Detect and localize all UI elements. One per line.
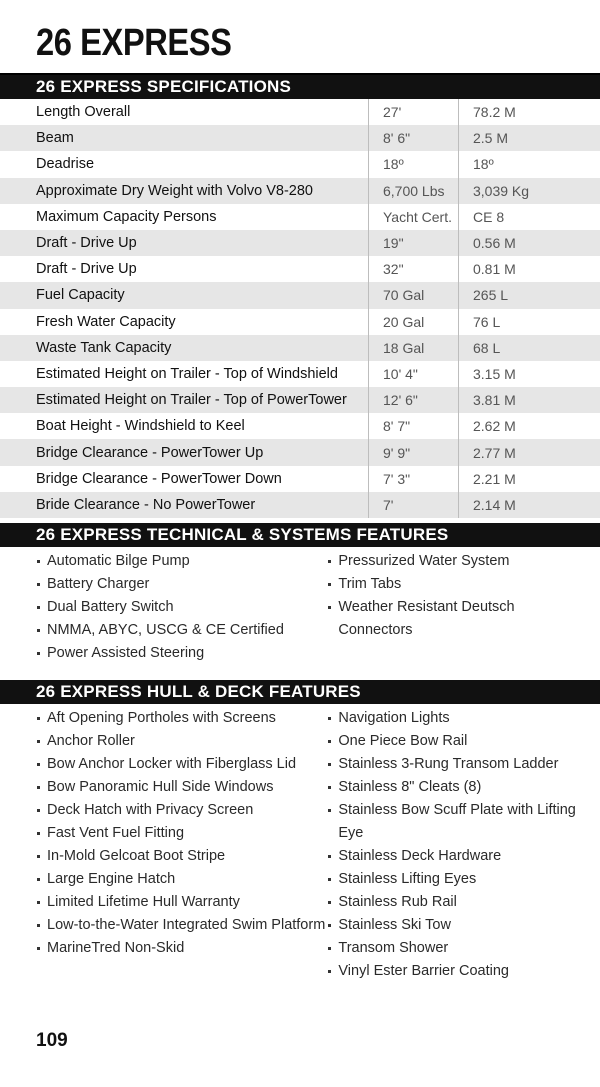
spec-label: Waste Tank Capacity [36, 339, 172, 356]
spec-metric-value: 265 L [458, 282, 600, 308]
spec-imperial-value: 32" [368, 256, 458, 282]
technical-features-list [36, 550, 576, 665]
hull-deck-features-right-column [327, 707, 576, 983]
feature-item: Stainless Ski Tow [327, 914, 576, 937]
feature-item: Bow Anchor Locker with Fiberglass Lid [36, 753, 327, 776]
spec-row [0, 335, 600, 361]
feature-item: Stainless 3-Rung Transom Ladder [327, 753, 576, 776]
feature-item: Fast Vent Fuel Fitting [36, 822, 327, 845]
hull-deck-features-list [36, 707, 576, 983]
spec-metric-value: 2.14 M [458, 492, 600, 518]
spec-row [0, 204, 600, 230]
feature-item: Stainless 8" Cleats (8) [327, 776, 576, 799]
hull-deck-features-left-column [36, 707, 327, 983]
spec-imperial-value: 7' [368, 492, 458, 518]
spec-metric-value: 3.81 M [458, 387, 600, 413]
spec-imperial-value: 18 Gal [368, 335, 458, 361]
spec-label: Deadrise [36, 156, 95, 173]
hull-deck-features-heading: 26 EXPRESS HULL & DECK FEATURES [0, 680, 600, 704]
feature-item: Stainless Bow Scuff Plate with Lifting Eye [327, 799, 576, 845]
spec-label: Draft - Drive Up [36, 235, 137, 252]
spec-imperial-value: 19" [368, 230, 458, 256]
page-title: 26 EXPRESS [36, 22, 232, 64]
specifications-table [0, 99, 600, 518]
spec-metric-value: 2.5 M [458, 125, 600, 151]
spec-label: Bridge Clearance - PowerTower Down [36, 470, 282, 487]
feature-item: Weather Resistant Deutsch Connectors [327, 596, 576, 642]
spec-row [0, 282, 600, 308]
spec-row [0, 309, 600, 335]
spec-metric-value: 0.56 M [458, 230, 600, 256]
spec-row [0, 99, 600, 125]
spec-label: Bride Clearance - No PowerTower [36, 496, 256, 513]
spec-row [0, 361, 600, 387]
spec-row [0, 230, 600, 256]
spec-label: Bridge Clearance - PowerTower Up [36, 444, 264, 461]
spec-row [0, 256, 600, 282]
spec-label: Estimated Height on Trailer - Top of PowerTower [36, 392, 347, 409]
spec-row [0, 387, 600, 413]
spec-row [0, 492, 600, 518]
feature-item: Large Engine Hatch [36, 868, 327, 891]
spec-metric-value: 2.77 M [458, 439, 600, 465]
feature-item: Limited Lifetime Hull Warranty [36, 891, 327, 914]
feature-item: Pressurized Water System [327, 550, 576, 573]
feature-item: Stainless Rub Rail [327, 891, 576, 914]
spec-metric-value: 18º [458, 151, 600, 177]
spec-row [0, 151, 600, 177]
spec-metric-value: 76 L [458, 309, 600, 335]
spec-imperial-value: 27' [368, 99, 458, 125]
feature-item: Deck Hatch with Privacy Screen [36, 799, 327, 822]
spec-metric-value: 78.2 M [458, 99, 600, 125]
feature-item: Transom Shower [327, 937, 576, 960]
spec-label: Estimated Height on Trailer - Top of Windshield [36, 365, 338, 382]
technical-features-left-column [36, 550, 327, 665]
spec-imperial-value: 9' 9" [368, 439, 458, 465]
feature-item: One Piece Bow Rail [327, 730, 576, 753]
feature-item: Anchor Roller [36, 730, 327, 753]
spec-label: Approximate Dry Weight with Volvo V8-280 [36, 182, 313, 199]
spec-metric-value: 3.15 M [458, 361, 600, 387]
feature-item: Power Assisted Steering [36, 642, 327, 665]
spec-row [0, 466, 600, 492]
spec-row [0, 413, 600, 439]
feature-item: Stainless Lifting Eyes [327, 868, 576, 891]
feature-item: Low-to-the-Water Integrated Swim Platform [36, 914, 327, 937]
spec-imperial-value: 7' 3" [368, 466, 458, 492]
feature-item: Dual Battery Switch [36, 596, 327, 619]
spec-imperial-value: 6,700 Lbs [368, 178, 458, 204]
technical-features-right-column [327, 550, 576, 665]
spec-label: Draft - Drive Up [36, 261, 137, 278]
page-number: 109 [36, 1030, 68, 1051]
feature-item: Navigation Lights [327, 707, 576, 730]
spec-row [0, 125, 600, 151]
spec-imperial-value: Yacht Cert. [368, 204, 458, 230]
feature-item: Bow Panoramic Hull Side Windows [36, 776, 327, 799]
spec-metric-value: 0.81 M [458, 256, 600, 282]
feature-item: Vinyl Ester Barrier Coating [327, 960, 576, 983]
feature-item: In-Mold Gelcoat Boot Stripe [36, 845, 327, 868]
spec-metric-value: CE 8 [458, 204, 600, 230]
spec-imperial-value: 8' 6" [368, 125, 458, 151]
spec-metric-value: 2.62 M [458, 413, 600, 439]
spec-label: Boat Height - Windshield to Keel [36, 418, 245, 435]
feature-item: Battery Charger [36, 573, 327, 596]
spec-imperial-value: 20 Gal [368, 309, 458, 335]
spec-row [0, 439, 600, 465]
spec-metric-value: 2.21 M [458, 466, 600, 492]
spec-label: Length Overall [36, 104, 131, 121]
spec-label: Fuel Capacity [36, 287, 125, 304]
spec-metric-value: 3,039 Kg [458, 178, 600, 204]
feature-item: Stainless Deck Hardware [327, 845, 576, 868]
specifications-heading: 26 EXPRESS SPECIFICATIONS [0, 75, 600, 99]
feature-item: Trim Tabs [327, 573, 576, 596]
feature-item: Aft Opening Portholes with Screens [36, 707, 327, 730]
spec-imperial-value: 10' 4" [368, 361, 458, 387]
spec-imperial-value: 8' 7" [368, 413, 458, 439]
spec-imperial-value: 18º [368, 151, 458, 177]
spec-label: Fresh Water Capacity [36, 313, 176, 330]
spec-imperial-value: 12' 6" [368, 387, 458, 413]
spec-imperial-value: 70 Gal [368, 282, 458, 308]
spec-label: Beam [36, 130, 74, 147]
feature-item: NMMA, ABYC, USCG & CE Certified [36, 619, 327, 642]
spec-row [0, 178, 600, 204]
technical-features-heading: 26 EXPRESS TECHNICAL & SYSTEMS FEATURES [0, 523, 600, 547]
spec-label: Maximum Capacity Persons [36, 208, 217, 225]
feature-item: Automatic Bilge Pump [36, 550, 327, 573]
feature-item: MarineTred Non-Skid [36, 937, 327, 960]
spec-metric-value: 68 L [458, 335, 600, 361]
